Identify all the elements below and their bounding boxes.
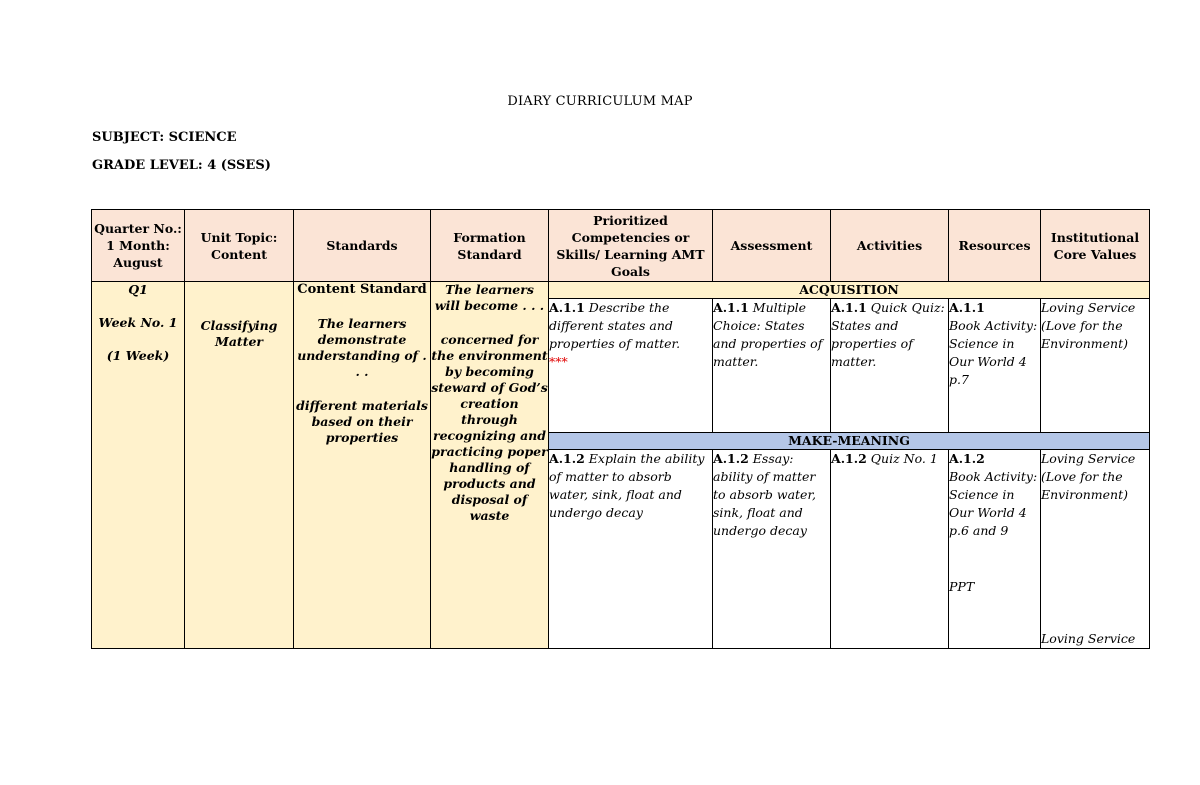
acquisition-competency-code: A.1.1 [549, 300, 585, 315]
subject-line: SUBJECT: SCIENCE [92, 130, 237, 145]
unit-topic-cell [185, 282, 294, 649]
acquisition-activity-cell [831, 299, 949, 433]
header-quarter: Quarter No.: 1 Month: August [92, 210, 185, 282]
header-activities: Activities [831, 210, 949, 282]
quarter-label: Q1 [128, 282, 148, 297]
acquisition-band: ACQUISITION [549, 282, 1150, 299]
make-meaning-core-value-extra: Loving Service [1041, 631, 1136, 646]
formation-intro: The learners will become . . . [434, 282, 545, 313]
formation-text: concerned for the environment by becoming steward of God’s creation through recognizing and practicing poper handling of products and disposal of waste [431, 332, 548, 523]
acquisition-assessment-cell [713, 299, 831, 433]
make-meaning-activity-code: A.1.2 [831, 451, 867, 466]
header-resources: Resources [949, 210, 1041, 282]
header-core-values: Institutional Core Values [1041, 210, 1150, 282]
acquisition-band-row [92, 282, 1150, 299]
make-meaning-competency-cell [549, 450, 713, 649]
document-title: DIARY CURRICULUM MAP [507, 94, 693, 109]
acquisition-competency-mark: *** [549, 354, 568, 369]
formation-standard-cell [431, 282, 549, 649]
make-meaning-assessment-code: A.1.2 [713, 451, 749, 466]
quarter-cell [92, 282, 185, 649]
make-meaning-activity-text: Quiz No. 1 [870, 451, 938, 466]
header-unit-topic: Unit Topic: Content [185, 210, 294, 282]
acquisition-activity-code: A.1.1 [831, 300, 867, 315]
curriculum-map-table [91, 209, 1150, 649]
acquisition-competency-cell [549, 299, 713, 433]
standard-text: different materials based on their properties [296, 398, 428, 445]
make-meaning-core-value-cell [1041, 450, 1150, 649]
make-meaning-competency-code: A.1.2 [549, 451, 585, 466]
acquisition-activity-text: Quick Quiz: States and properties of matter. [831, 300, 945, 369]
header-competencies: Prioritized Competencies or Skills/ Learning AMT Goals [549, 210, 713, 282]
acquisition-competency-text: Describe the different states and properties of matter. [549, 300, 681, 351]
make-meaning-competency-text: Explain the ability of matter to absorb water, sink, float and undergo decay [549, 451, 705, 520]
content-standard-label: Content Standard [297, 282, 427, 297]
header-row [92, 210, 1150, 282]
acquisition-resource-cell [949, 299, 1041, 433]
make-meaning-band: MAKE-MEANING [549, 433, 1150, 450]
acquisition-core-value: Loving Service (Love for the Environment) [1041, 300, 1136, 351]
standards-cell [294, 282, 431, 649]
make-meaning-resource-code: A.1.2 [949, 451, 985, 466]
standard-intro: The learners demonstrate understanding of . . . [297, 316, 427, 379]
make-meaning-core-value: Loving Service (Love for the Environment) [1041, 451, 1136, 502]
unit-topic-text: Classifying Matter [200, 318, 278, 349]
make-meaning-resource-extra: PPT [949, 579, 975, 594]
header-assessment: Assessment [713, 210, 831, 282]
acquisition-resource-code: A.1.1 [949, 300, 985, 315]
acquisition-core-value-cell [1041, 299, 1150, 433]
duration-label: (1 Week) [106, 348, 170, 363]
header-formation-standard: Formation Standard [431, 210, 549, 282]
header-standards: Standards [294, 210, 431, 282]
make-meaning-activity-cell [831, 450, 949, 649]
make-meaning-assessment-cell [713, 450, 831, 649]
acquisition-assessment-text: Multiple Choice: States and properties of matter. [713, 300, 823, 369]
week-label: Week No. 1 [98, 315, 178, 330]
make-meaning-assessment-text: Essay: ability of matter to absorb water, sink, float and undergo decay [713, 451, 817, 538]
acquisition-resource-text: Book Activity: Science in Our World 4 p.7 [949, 318, 1038, 387]
grade-level-line: GRADE LEVEL: 4 (SSES) [92, 158, 271, 173]
acquisition-assessment-code: A.1.1 [713, 300, 749, 315]
make-meaning-resource-cell [949, 450, 1041, 649]
make-meaning-resource-text: Book Activity: Science in Our World 4 p.6 and 9 [949, 469, 1038, 538]
